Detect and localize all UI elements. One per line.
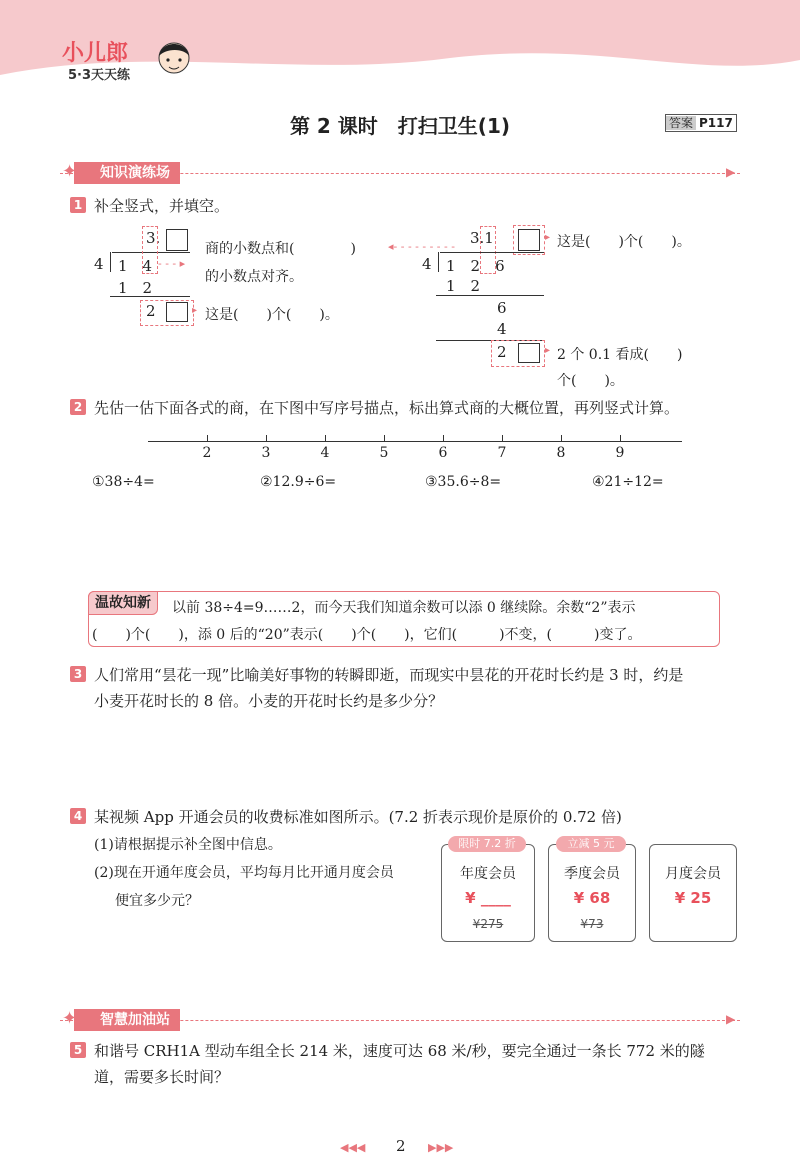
expression: ①38÷4= bbox=[92, 474, 155, 490]
expression: ③35.6÷8= bbox=[425, 474, 502, 490]
fill-in-text: 商的小数点和( ) bbox=[205, 241, 356, 257]
card-price: ¥ 68 bbox=[573, 889, 611, 907]
membership-card-quarterly bbox=[548, 844, 636, 942]
fill-in-text: 这是( )个( )。 bbox=[205, 307, 339, 323]
membership-card-annual bbox=[441, 844, 535, 942]
subtraction-line bbox=[110, 296, 190, 297]
division-bar bbox=[440, 252, 544, 253]
question-text: 人们常用“昙花一现”比喻美好事物的转瞬即逝，而现实中昙花的开花时长约是 3 时，约是 bbox=[94, 666, 684, 684]
footer-right-arrows: ▶▶▶ bbox=[428, 1141, 454, 1154]
section-header-challenge bbox=[60, 1009, 740, 1031]
answer-box[interactable] bbox=[518, 343, 540, 363]
answer-label: 答案 bbox=[666, 116, 696, 130]
answer-box[interactable] bbox=[166, 302, 188, 322]
sub-question: (2)现在开通年度会员，平均每月比开通月度会员 bbox=[94, 865, 394, 881]
question-number: 2 bbox=[70, 399, 86, 415]
number-line-tick-label: 6 bbox=[438, 445, 448, 461]
card-price: ¥ 25 bbox=[674, 889, 712, 907]
hint-arrow-icon: ◂- - - - - - - - - bbox=[388, 240, 455, 253]
question-text: 和谐号 CRH1A 型动车组全长 214 米，速度可达 68 米/秒，要完全通过一条长 772 米的隧 bbox=[94, 1042, 705, 1060]
number-line-tick-label: 7 bbox=[497, 445, 507, 461]
card-price: ¥ ____ bbox=[465, 889, 511, 907]
arrow-right-icon: ▶ bbox=[726, 165, 736, 179]
fill-in-text: 这是( )个( )。 bbox=[557, 234, 691, 250]
dashed-hint-box bbox=[142, 226, 161, 274]
number-line-tick-label: 2 bbox=[202, 445, 212, 461]
number-line-tick bbox=[325, 435, 326, 441]
fill-in-text: 的小数点对齐。 bbox=[205, 269, 303, 285]
fill-in-text: 2 个 0.1 看成( ) bbox=[557, 347, 683, 363]
section-title: 智慧加油站 bbox=[74, 1009, 180, 1031]
quotient-digit: 3.1 bbox=[470, 229, 494, 247]
section-title: 知识演练场 bbox=[74, 162, 180, 184]
question-number: 1 bbox=[70, 197, 86, 213]
mascot-icon bbox=[154, 38, 194, 82]
expression: ②12.9÷6= bbox=[260, 474, 337, 490]
divisor: 4 bbox=[422, 255, 432, 273]
page-number: 2 bbox=[396, 1137, 406, 1155]
question-text: 某视频 App 开通会员的收费标准如图所示。(7.2 折表示现价是原价的 0.72 倍) bbox=[94, 808, 622, 826]
number-line-tick bbox=[620, 435, 621, 441]
section-header-practice bbox=[60, 162, 740, 184]
number-line-tick bbox=[561, 435, 562, 441]
brand-logo bbox=[62, 36, 192, 86]
hint-arrow-icon: ▸ bbox=[192, 305, 198, 316]
discount-tag: 限时 7.2 折 bbox=[448, 836, 526, 852]
number-line-tick-label: 9 bbox=[615, 445, 625, 461]
sub-question: 便宜多少元？ bbox=[115, 893, 199, 909]
brand-series: 5·3天天练 bbox=[68, 68, 131, 83]
fill-in-text: 个( )。 bbox=[557, 373, 624, 389]
question-text: 先估一估下面各式的商，在下图中写序号描点，标出算式商的大概位置，再列竖式计算。 bbox=[94, 399, 680, 417]
dividend: 1 2 6 bbox=[446, 257, 505, 275]
number-line-tick-label: 3 bbox=[261, 445, 271, 461]
question-text: 小麦开花时长的 8 倍。小麦的开花时长约是多少分？ bbox=[94, 692, 444, 710]
expression: ④21÷12= bbox=[592, 474, 664, 490]
card-name: 年度会员 bbox=[460, 866, 516, 882]
hint-arrow-icon: ▸ bbox=[545, 232, 551, 243]
remainder-row: 6 bbox=[497, 299, 507, 317]
remainder: 2 bbox=[146, 302, 156, 320]
membership-card-monthly bbox=[649, 844, 737, 942]
review-text: 以前 38÷4=9……2，而今天我们知道余数可以添 0 继续除。余数“2”表示 bbox=[172, 600, 636, 616]
sub-question: (1)请根据提示补全图中信息。 bbox=[94, 837, 282, 853]
number-line-tick bbox=[384, 435, 385, 441]
number-line bbox=[148, 441, 682, 442]
answer-box[interactable] bbox=[518, 229, 540, 251]
hint-arrow-icon: ▸ bbox=[545, 345, 551, 356]
question-number: 3 bbox=[70, 666, 86, 682]
hint-arrow-icon: - - - ▸ bbox=[158, 257, 186, 270]
dividend: 1 4 bbox=[118, 257, 153, 275]
question-number: 4 bbox=[70, 808, 86, 824]
number-line-tick bbox=[502, 435, 503, 441]
subtraction-line bbox=[436, 295, 544, 296]
question-number: 5 bbox=[70, 1042, 86, 1058]
subtraction-row: 4 bbox=[497, 320, 507, 338]
answer-page: P117 bbox=[699, 116, 733, 130]
subtraction-row: 1 2 bbox=[118, 279, 153, 297]
number-line-tick-label: 4 bbox=[320, 445, 330, 461]
number-line-tick bbox=[207, 435, 208, 441]
number-line-tick-label: 8 bbox=[556, 445, 566, 461]
answer-box[interactable] bbox=[166, 229, 188, 251]
remainder: 2 bbox=[497, 343, 507, 361]
division-bracket bbox=[438, 252, 439, 272]
question-text: 道，需要多长时间？ bbox=[94, 1068, 230, 1086]
page-title: 第 2 课时 打扫卫生(1) bbox=[289, 114, 511, 138]
division-bracket bbox=[110, 252, 111, 272]
footer-left-arrows: ◀◀◀ bbox=[340, 1141, 366, 1154]
arrow-right-icon: ▶ bbox=[726, 1012, 736, 1026]
question-text: 补全竖式，并填空。 bbox=[94, 197, 230, 215]
star-icon: ✦ bbox=[62, 161, 78, 182]
divisor: 4 bbox=[94, 255, 104, 273]
number-line-tick bbox=[443, 435, 444, 441]
card-original-price: ¥73 bbox=[580, 917, 604, 931]
review-label: 温故知新 bbox=[88, 591, 158, 615]
star-icon: ✦ bbox=[62, 1008, 78, 1029]
answer-reference bbox=[665, 114, 737, 132]
quotient-digit: 3. bbox=[146, 229, 161, 247]
card-name: 季度会员 bbox=[564, 866, 620, 882]
card-original-price: ¥275 bbox=[472, 917, 504, 931]
card-name: 月度会员 bbox=[665, 866, 721, 882]
review-text: ( )个( )，添 0 后的“20”表示( )个( )，它们( )不变，( )变了。 bbox=[92, 627, 642, 643]
number-line-tick bbox=[266, 435, 267, 441]
number-line-tick-label: 5 bbox=[379, 445, 389, 461]
subtraction-row: 1 2 bbox=[446, 277, 481, 295]
brand-name: 小儿郎 bbox=[62, 41, 129, 66]
discount-tag: 立减 5 元 bbox=[556, 836, 626, 852]
